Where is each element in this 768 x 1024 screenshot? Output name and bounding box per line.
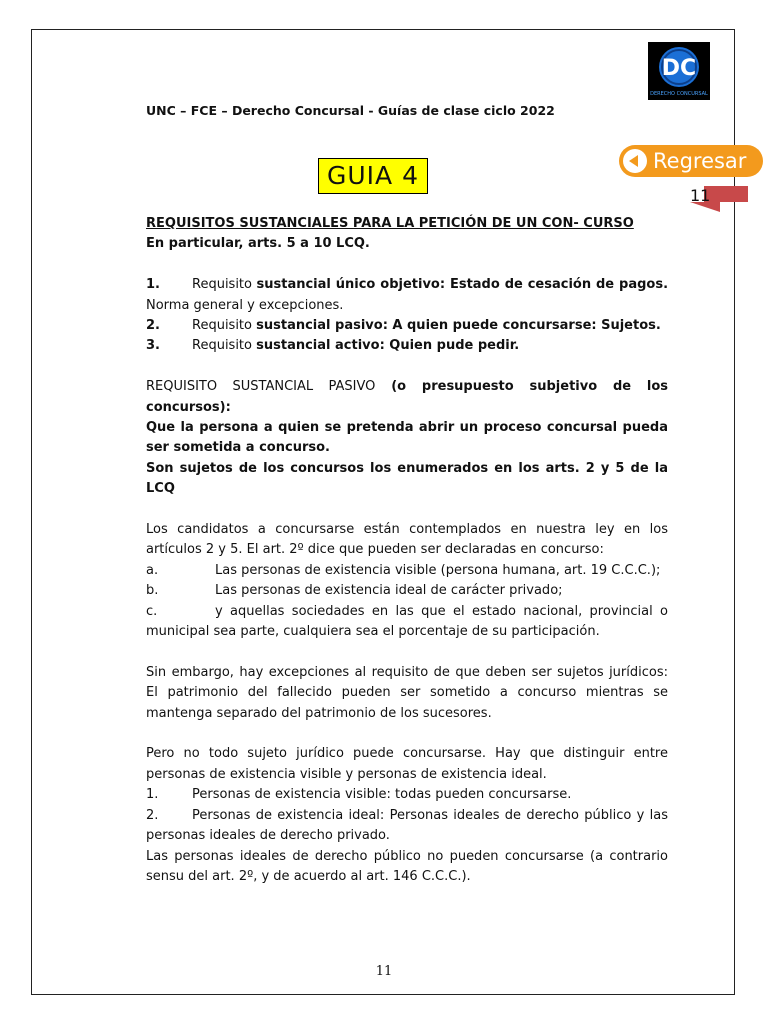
dc-logo	[648, 42, 710, 100]
candidatos-intro: Los candidatos a concursarse están contemplados en nuestra ley en los artículos 2 y 5. El art. 2º dice que pueden ser declaradas en concurso:	[146, 522, 668, 558]
requisito-item: 1. Requisito sustancial único objetivo: Estado de cesación de pagos. Norma general y excepciones.	[146, 277, 669, 313]
candidatos-item: c. y aquellas sociedades en las que el estado nacional, provincial o municipal sea parte, cualquiera sea el porcentaje de su participación.	[146, 603, 668, 640]
pasivo-line: Que la persona a quien se pretenda abrir un proceso concursal pueda ser sometida a concurso.	[146, 420, 668, 456]
candidatos-item: a. Las personas de existencia visible (persona humana, art. 19 C.C.C.);	[146, 562, 661, 578]
requisito-item: 2. Requisito sustancial pasivo: A quien puede concursarse: Sujetos.	[146, 318, 661, 334]
regresar-button[interactable]	[619, 145, 763, 177]
flag-number: 11	[690, 186, 711, 205]
document-header: UNC – FCE – Derecho Concursal - Guías de clase ciclo 2022	[146, 103, 555, 118]
section-subtitle: En particular, arts. 5 a 10 LCQ.	[146, 236, 370, 252]
requisito-item: 3. Requisito sustancial activo: Quien pude pedir.	[146, 338, 520, 354]
distinguir-item: 1. Personas de existencia visible: todas pueden concursarse.	[146, 787, 572, 803]
pasivo-line: Son sujetos de los concursos los enumerados en los arts. 2 y 5 de la LCQ	[146, 460, 668, 497]
section-title: REQUISITOS SUSTANCIALES PARA LA PETICIÓN DE UN CON- CURSO	[146, 216, 634, 231]
distinguir-intro: Pero no todo sujeto jurídico puede concursarse. Hay que distinguir entre personas de existencia visible y personas de existencia ideal.	[146, 746, 668, 782]
distinguir-item: 2. Personas de existencia ideal: Personas ideales de derecho público y las personas ideales de derecho privado.	[146, 807, 668, 844]
svg-text:DC: DC	[661, 56, 697, 81]
back-arrow-icon	[623, 149, 647, 173]
svg-text:DERECHO CONCURSAL: DERECHO CONCURSAL	[650, 91, 708, 97]
distinguir-closing: Las personas ideales de derecho público no pueden concursarse (a contrario sensu del art. 2º, y de acuerdo al art. 146 C.C.C.).	[146, 848, 668, 884]
pasivo-heading: REQUISITO SUSTANCIAL PASIVO (o presupuesto subjetivo de los concursos):	[146, 379, 669, 415]
regresar-label: Regresar	[653, 149, 747, 173]
excepciones-paragraph: Sin embargo, hay excepciones al requisito de que deben ser sujetos jurídicos: El patrimonio del fallecido pueden ser sometido a concurso mientras se mantenga separado del patrimonio de los sucesores.	[146, 664, 668, 721]
guia-title-box: GUIA 4	[318, 158, 428, 194]
document-body	[146, 214, 668, 887]
page-number: 11	[375, 964, 393, 979]
candidatos-item: b. Las personas de existencia ideal de carácter privado;	[146, 583, 563, 599]
